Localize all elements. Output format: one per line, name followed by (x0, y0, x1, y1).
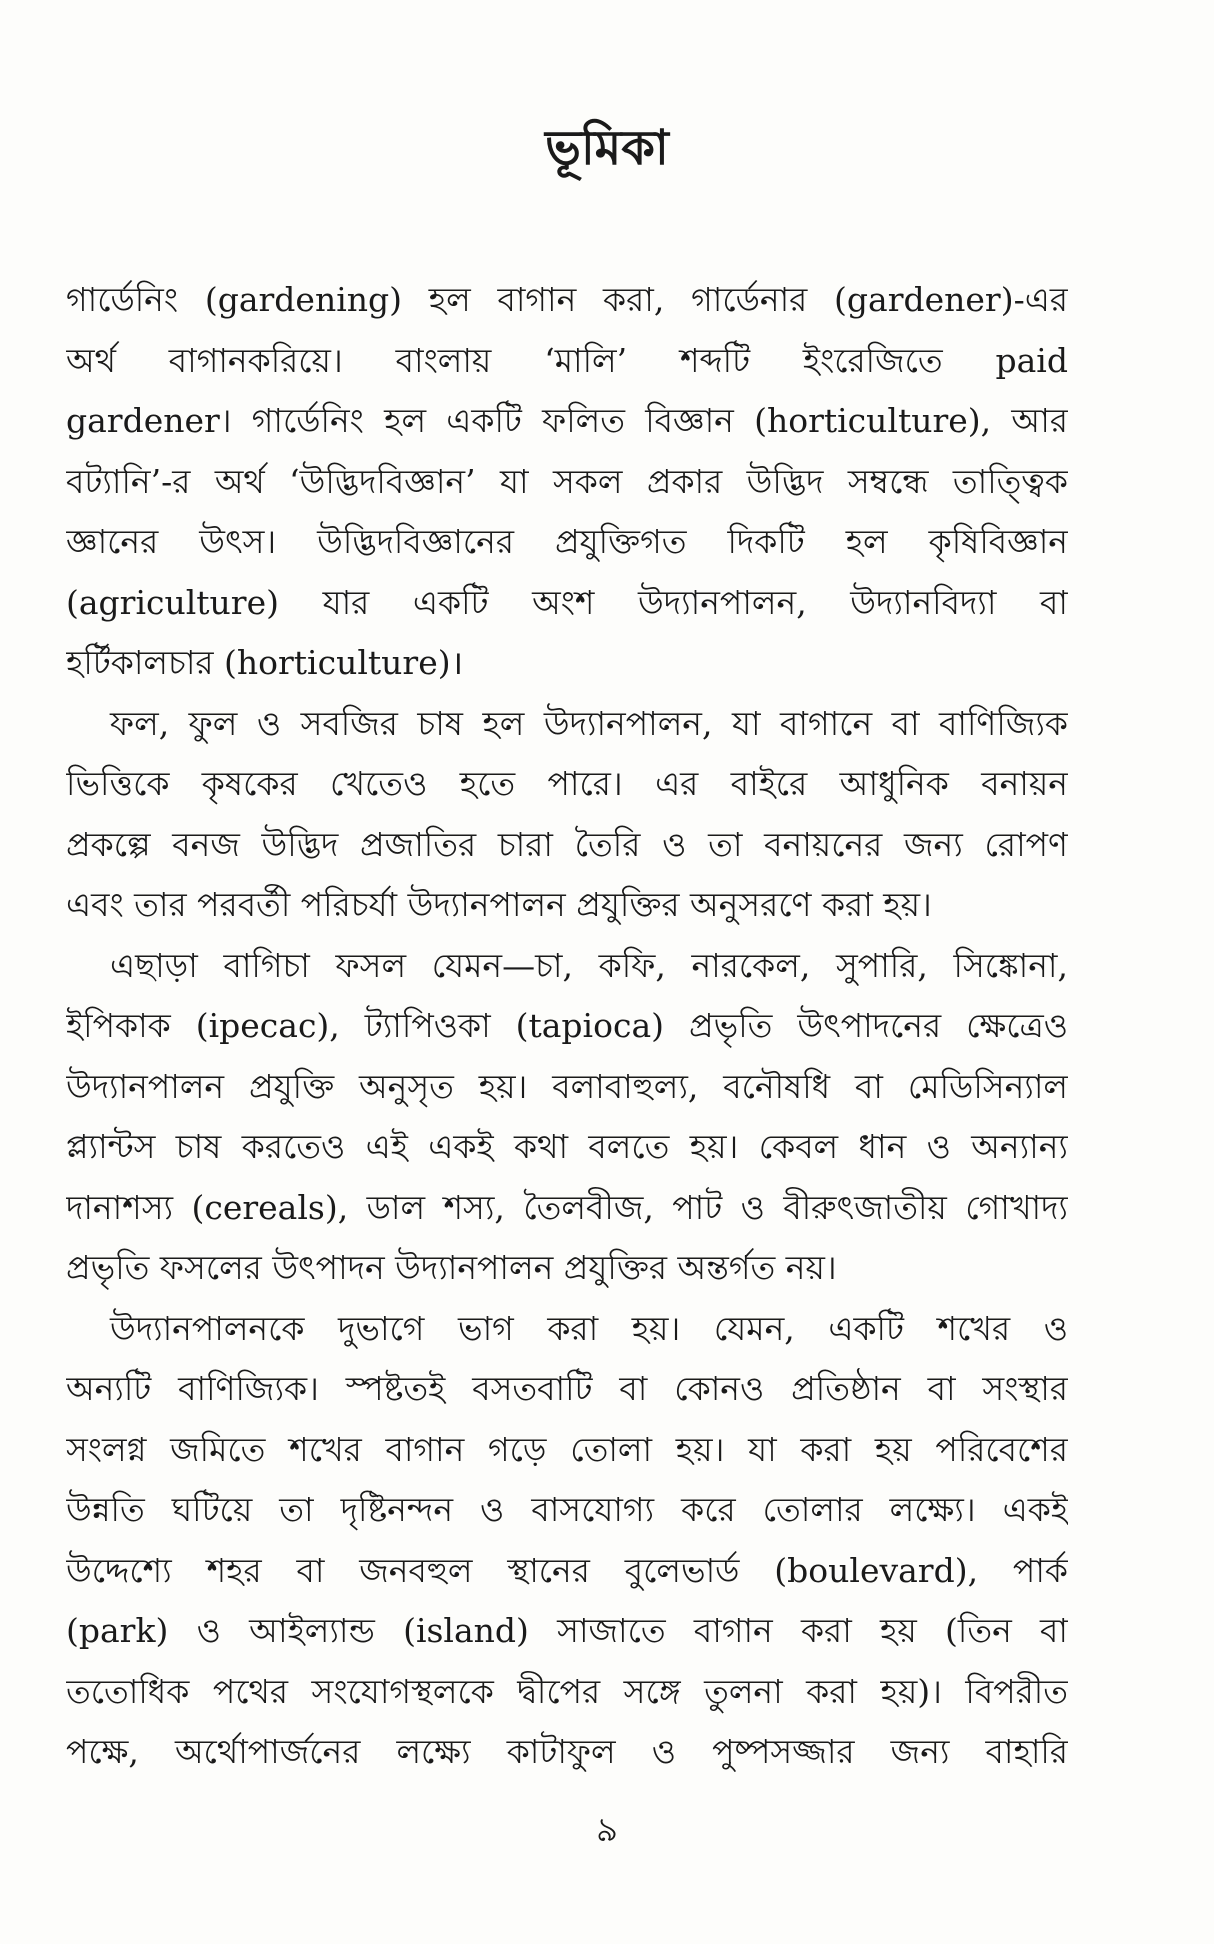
chapter-title: ভূমিকা (545, 120, 669, 176)
text-line: বট্যানি’-র অর্থ ‘উদ্ভিদবিজ্ঞান’ যা সকল প্রকার উদ্ভিদ সম্বন্ধে তাত্ত্বিক (66, 461, 1068, 501)
text-line: (agriculture) যার একটি অংশ উদ্যানপালন, উদ্যানবিদ্যা বা (66, 582, 1068, 622)
text-line: পক্ষে, অর্থোপার্জনের লক্ষ্যে কাটাফুল ও পুষ্পসজ্জার জন্য বাহারি (66, 1732, 1068, 1771)
text-line: (park) ও আইল্যান্ড (island) সাজাতে বাগান করা হয় (তিন বা (66, 1611, 1068, 1650)
text-line: ভিত্তিকে কৃষকের খেতেও হতে পারে। এর বাইরে আধুনিক বনায়ন (66, 764, 1068, 803)
text-line: অর্থ বাগানকরিয়ে। বাংলায় ‘মালি’ শব্দটি ইংরেজিতে paid (66, 340, 1068, 380)
text-line: জ্ঞানের উৎস। উদ্ভিদবিজ্ঞানের প্রযুক্তিগত দিকটি হল কৃষিবিজ্ঞান (66, 522, 1068, 561)
text-line: হর্টিকালচার (horticulture)। (66, 643, 464, 682)
text-line: দানাশস্য (cereals), ডাল শস্য, তৈলবীজ, পাট ও বীরুৎজাতীয় গোখাদ্য (66, 1187, 1068, 1227)
text-line: উদ্দেশ্যে শহর বা জনবহুল স্থানের বুলেভার্ড (boulevard), পার্ক (66, 1550, 1068, 1590)
text-line: গার্ডেনিং (gardening) হল বাগান করা, গার্ডেনার (gardener)-এর (66, 280, 1068, 319)
text-line: ইপিকাক (ipecac), ট্যাপিওকা (tapioca) প্রভৃতি উৎপাদনের ক্ষেত্রেও (66, 1006, 1068, 1045)
text-line: প্রভৃতি ফসলের উৎপাদন উদ্যানপালন প্রযুক্তির অন্তর্গত নয়। (66, 1248, 837, 1287)
text-line: ফল, ফুল ও সবজির চাষ হল উদ্যানপালন, যা বাগানে বা বাণিজ্যিক (110, 703, 1068, 743)
text-line: এবং তার পরবর্তী পরিচর্যা উদ্যানপালন প্রযুক্তির অনুসরণে করা হয়। (66, 885, 932, 924)
text-line: উন্নতি ঘটিয়ে তা দৃষ্টিনন্দন ও বাসযোগ্য করে তোলার লক্ষ্যে। একই (66, 1490, 1068, 1529)
text-line: অন্যটি বাণিজ্যিক। স্পষ্টতই বসতবাটি বা কোনও প্রতিষ্ঠান বা সংস্থার (66, 1369, 1068, 1408)
body-text (66, 270, 1068, 1783)
text-line: উদ্যানপালন প্রযুক্তি অনুসৃত হয়। বলাবাহুল্য, বনৌষধি বা মেডিসিন্যাল (66, 1066, 1068, 1106)
text-line: সংলগ্ন জমিতে শখের বাগান গড়ে তোলা হয়। যা করা হয় পরিবেশের (66, 1429, 1068, 1469)
text-line: প্ল্যান্টস চাষ করতেও এই একই কথা বলতে হয়। কেবল ধান ও অন্যান্য (66, 1127, 1068, 1166)
text-line: gardener। গার্ডেনিং হল একটি ফলিত বিজ্ঞান (horticulture), আর (66, 401, 1068, 440)
page-number: ৯ (595, 1810, 619, 1850)
text-line: ততোধিক পথের সংযোগস্থলকে দ্বীপের সঙ্গে তুলনা করা হয়)। বিপরীত (66, 1671, 1068, 1711)
text-line: উদ্যানপালনকে দুভাগে ভাগ করা হয়। যেমন, একটি শখের ও (110, 1308, 1068, 1348)
text-line: প্রকল্পে বনজ উদ্ভিদ প্রজাতির চারা তৈরি ও তা বনায়নের জন্য রোপণ (66, 824, 1068, 864)
text-line: এছাড়া বাগিচা ফসল যেমন—চা, কফি, নারকেল, সুপারি, সিঙ্কোনা, (110, 945, 1068, 985)
